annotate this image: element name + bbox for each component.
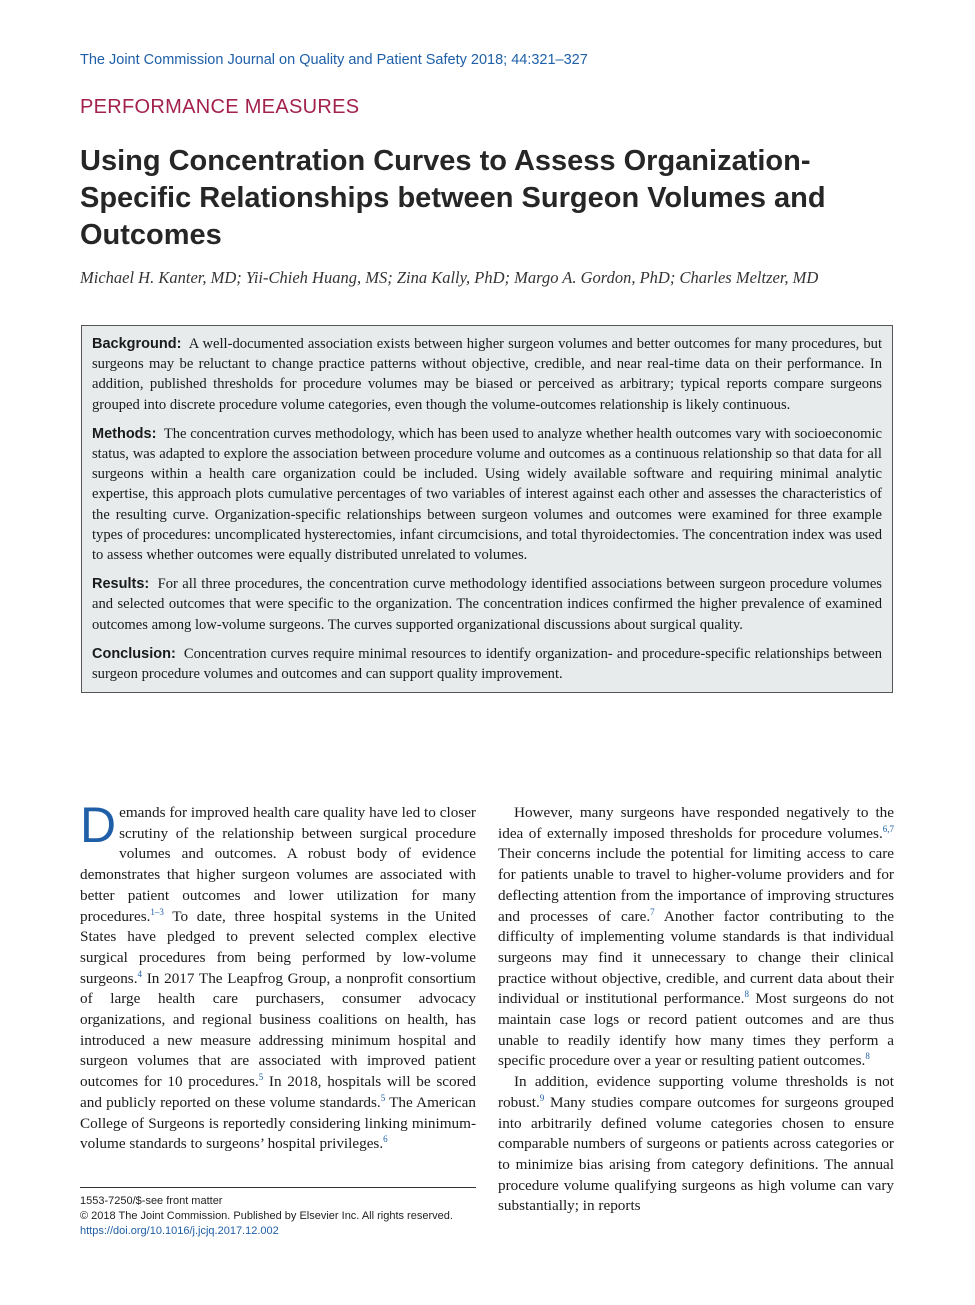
- reference-link[interactable]: 1–3: [150, 906, 164, 917]
- doi-link[interactable]: https://doi.org/10.1016/j.jcjq.2017.12.002: [80, 1225, 279, 1237]
- issn-line: 1553-7250/$-see front matter: [80, 1195, 223, 1207]
- reference-link[interactable]: 8: [744, 989, 749, 1000]
- abstract-conclusion: [92, 644, 882, 684]
- results-label: Results:: [92, 576, 150, 593]
- journal-citation: The Joint Commission Journal on Quality and Patient Safety 2018; 44:321–327: [80, 52, 588, 68]
- reference-link[interactable]: 7: [650, 906, 655, 917]
- body-paragraph: [498, 1072, 894, 1217]
- body-text: In 2017 The Leapfrog Group, a nonprofit consortium of large health care purchasers, consumer advocacy organizations, and regional business coalitions on health, has introduced a new measure addressing minimum hospital and surgeon volumes that are associated with improved patient outcomes for 10 procedures.: [80, 969, 476, 1091]
- body-text: In 2018, hospitals will be scored and publicly reported on these volume standards.: [80, 1073, 476, 1111]
- body-text: However, many surgeons have responded negatively to the idea of externally imposed thresholds for procedure volumes.: [498, 804, 894, 842]
- body-text: The American College of Surgeons is reportedly considering linking minimum-volume standards to surgeons’ hospital privileges.: [80, 1093, 476, 1153]
- article-title: Using Concentration Curves to Assess Organization-Specific Relationships between Surgeon Volumes and Outcomes: [80, 145, 826, 251]
- conclusion-label: Conclusion:: [92, 645, 176, 662]
- author-list: Michael H. Kanter, MD; Yii-Chieh Huang, MS; Zina Kally, PhD; Margo A. Gordon, PhD; Charles Meltzer, MD: [80, 268, 819, 287]
- reference-link[interactable]: 5: [258, 1072, 264, 1083]
- abstract-results: [92, 574, 882, 635]
- drop-cap: D: [80, 797, 117, 853]
- body-text: emands for improved health care quality have led to closer scrutiny of the relationship between surgical procedure volumes and outcomes. A robust body of evidence demonstrates that higher surgeon volumes are associated with better patient outcomes and lower utilization for many procedures.: [80, 804, 476, 925]
- reference-link[interactable]: 5: [380, 1092, 386, 1103]
- footnote: [80, 1194, 453, 1239]
- body-text: Most surgeons do not maintain case logs or record patient outcomes and are thus unable to readily identify how many times they perform a specific procedure over a year or resulting patient outcomes.: [498, 990, 894, 1070]
- abstract-box: [81, 325, 893, 693]
- footnote-divider: [80, 1187, 476, 1188]
- body-text: Their concerns include the potential for limiting access to care for patients unable to travel to higher-volume providers and for deflecting attention from the importance of improving structures and processes of care.: [498, 845, 894, 925]
- body-text: Another factor contributing to the difficulty of implementing volume standards is that individual surgeons may find it unnecessary to change their clinical practice without objective, credible, and current data about their individual or institutional performance.: [498, 907, 895, 1008]
- results-text: For all three procedures, the concentration curve methodology identified associations between surgeon procedure volumes and selected outcomes that were specific to the organization. The concentration indices confirmed the higher prevalence of examined outcomes among low-volume surgeons. The curves supported organizational discussions about surgical quality.: [92, 576, 882, 633]
- reference-link[interactable]: 6,7: [882, 823, 894, 834]
- body-paragraph: [498, 803, 894, 1072]
- copyright-line: © 2018 The Joint Commission. Published by Elsevier Inc. All rights reserved.: [80, 1210, 453, 1222]
- section-label: PERFORMANCE MEASURES: [80, 96, 360, 118]
- conclusion-text: Concentration curves require minimal resources to identify organization- and procedure-specific relationships between surgeon procedure volumes and outcomes and can support quality improvement.: [92, 645, 882, 683]
- background-label: Background:: [92, 336, 182, 352]
- intro-paragraph: [80, 797, 476, 1155]
- body-text: To date, three hospital systems in the United States have pledged to prevent selected complex elective surgical procedures from being performed by low-volume surgeons.: [80, 907, 476, 987]
- body-column-left: [80, 797, 476, 1155]
- body-column-right: [498, 803, 894, 1217]
- reference-link[interactable]: 8: [865, 1051, 870, 1062]
- methods-text: The concentration curves methodology, which has been used to analyze whether health outcomes vary with socioeconomic status, was adapted to explore the association between procedure volume and outcomes as a continuous relationship so that data for all surgeons within a health care organization could be included. Using widely available software and requiring minimal analytic expertise, this approach plots cumulative percentages of two variables of interest against each other and assesses the characteristics of the resulting curve. Organization-specific relationships between surgeon volumes and outcomes were examined for three example types of procedures: uncomplicated hysterectomies, infant circumcisions, and total thyroidectomies. The concentration index was used to assess whether outcomes were equally distributed unrelated to volumes.: [92, 425, 882, 564]
- reference-link[interactable]: 9: [539, 1092, 545, 1103]
- body-text: In addition, evidence supporting volume thresholds is not robust.: [498, 1073, 894, 1111]
- reference-link[interactable]: 6: [383, 1134, 388, 1145]
- methods-label: Methods:: [92, 425, 157, 442]
- reference-link[interactable]: 4: [137, 968, 143, 979]
- body-text: Many studies compare outcomes for surgeons grouped into arbitrarily defined volume categories chosen to ensure comparable numbers of surgeons or patients across categories or to minimize bias arising from category definitions. The annual procedure volume qualifying surgeons as high volume can vary substantially; in reports: [498, 1093, 894, 1215]
- abstract-background: [92, 334, 882, 415]
- background-text: A well-documented association exists between higher surgeon volumes and better outcomes for many procedures, but surgeons may be reluctant to change practice patterns without objective, credible, and near real-time data on their performance. In addition, published thresholds for procedure volumes may be biased or perceived as arbitrary; typical reports compare surgeons grouped into discrete procedure volume categories, even though the volume-outcomes relationship is likely continuous.: [92, 336, 883, 413]
- abstract-methods: [92, 424, 882, 565]
